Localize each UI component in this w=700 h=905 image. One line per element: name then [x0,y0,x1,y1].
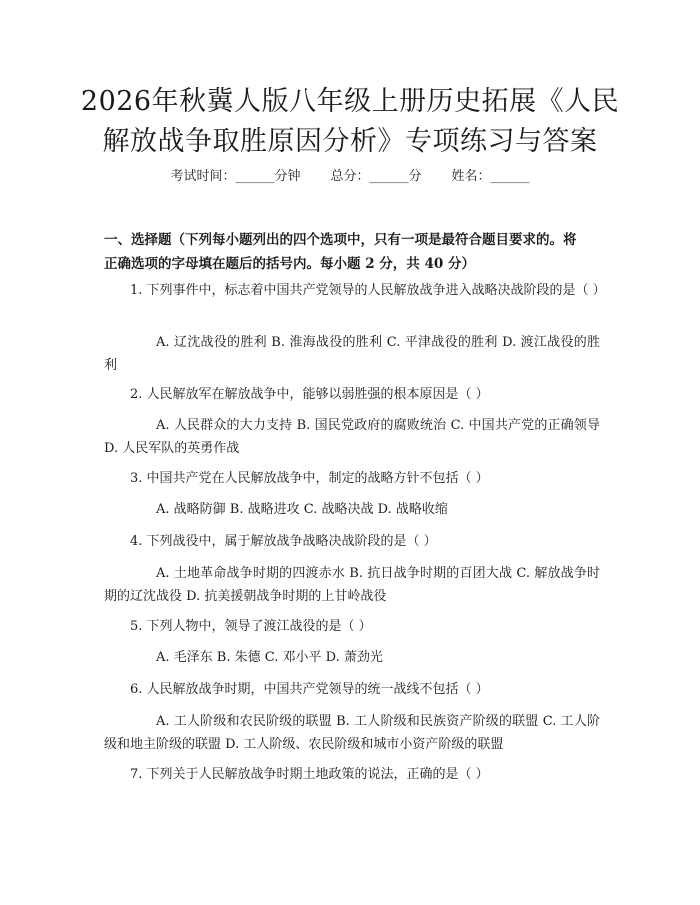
question-1-options: A. 辽沈战役的胜利 B. 淮海战役的胜利 C. 平津战役的胜利 D. 渡江战役的胜利 [104,335,600,373]
document-title-line-2: 解放战争取胜原因分析》专项练习与答案 [102,126,598,157]
question-6-options: A. 工人阶级和农民阶级的联盟 B. 工人阶级和民族资产阶级的联盟 C. 工人阶级和地主阶级的联盟 D. 工人阶级、农民阶级和城市小资产阶级的联盟 [104,714,600,752]
question-3-options: A. 战略防御 B. 战略进攻 C. 战略决战 D. 战略收缩 [156,502,448,517]
question-6-stem: 6. 人民解放战争时期，中国共产党领导的统一战线不包括（ ） [130,682,489,697]
question-4-options: A. 土地革命战争时期的四渡赤水 B. 抗日战争时期的百团大战 C. 解放战争时期的辽沈战役 D. 抗美援朝战争时期的上甘岭战役 [104,566,600,604]
question-7-stem: 7. 下列关于人民解放战争时期土地政策的说法，正确的是（ ） [130,767,489,782]
section-heading-line-1: 一、选择题（下列每小题列出的四个选项中，只有一项是最符合题目要求的。将 [104,232,577,248]
section-heading [104,228,604,276]
total-score-field: 总分：______分 [330,169,422,184]
exam-time-field: 考试时间：______分钟 [170,169,301,184]
question-2-stem: 2. 人民解放军在解放战争中，能够以弱胜强的根本原因是（ ） [130,387,489,402]
question-4-stem: 4. 下列战役中，属于解放战争战略决战阶段的是（ ） [130,534,437,549]
name-field: 姓名：______ [451,169,530,184]
question-1-stem: 1. 下列事件中，标志着中国共产党领导的人民解放战争进入战略决战阶段的是（ ） [130,283,606,298]
document-title-line-1: 2026年秋冀人版八年级上册历史拓展《人民 [80,86,620,117]
section-heading-line-2: 正确选项的字母填在题后的括号内。每小题 2 分，共 40 分） [104,256,475,272]
exam-info-row [0,167,700,187]
question-5-options: A. 毛泽东 B. 朱德 C. 邓小平 D. 萧劲光 [156,650,383,665]
question-5-stem: 5. 下列人物中，领导了渡江战役的是（ ） [130,619,372,634]
question-3-stem: 3. 中国共产党在人民解放战争中，制定的战略方针不包括（ ） [130,471,489,486]
question-2-options: A. 人民群众的大力支持 B. 国民党政府的腐败统治 C. 中国共产党的正确领导 D. 人民军队的英勇作战 [104,418,600,456]
